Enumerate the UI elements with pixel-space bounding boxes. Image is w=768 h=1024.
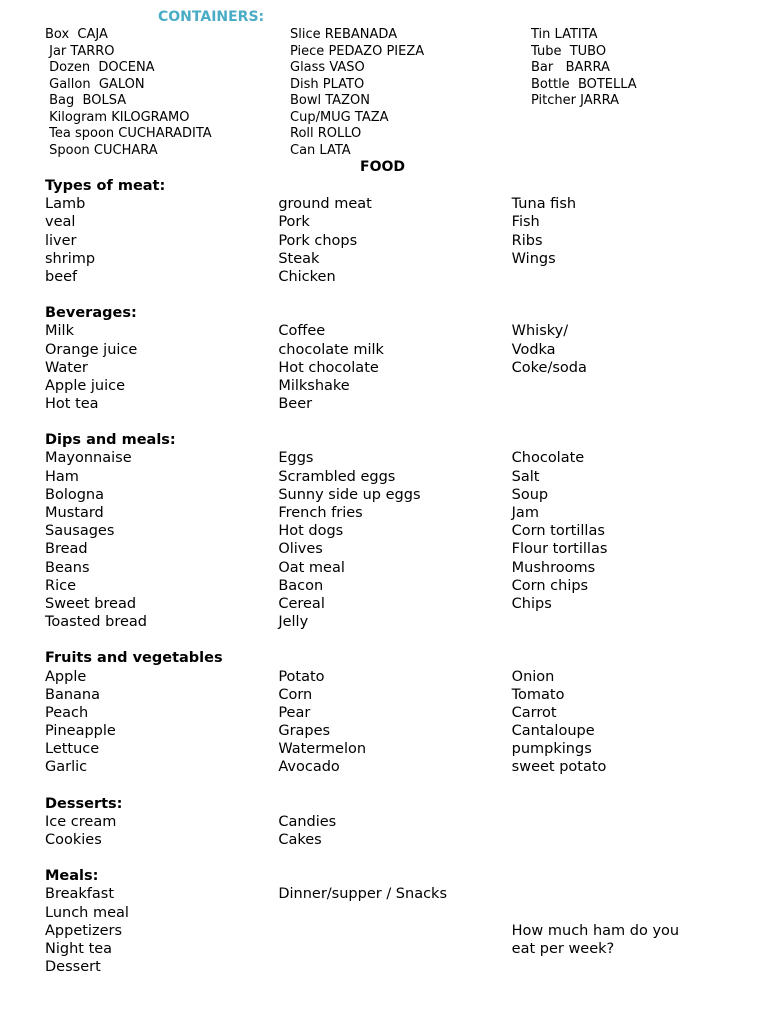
food-item [278,922,511,940]
food-item: Flour tortillas [511,541,608,558]
food-row [45,740,745,758]
container-item: Cup/MUG TAZA [290,109,389,125]
food-section [45,304,745,413]
food-item: Watermelon [278,741,367,758]
food-row [45,595,745,613]
food-item [512,885,745,903]
food-row [45,831,745,849]
food-item: Wings [511,250,556,267]
food-item: Mushrooms [511,559,596,576]
food-row [45,504,745,522]
food-row [45,540,745,558]
food-item: Coke/soda [511,359,587,376]
food-row [45,885,745,903]
food-item [278,904,511,922]
food-item: Cantaloupe [511,723,595,740]
food-item: sweet potato [511,759,607,776]
section-title: Fruits and vegetables [45,650,223,667]
food-item: Toasted bread [45,614,147,631]
food-item: Potato [278,668,325,685]
food-section [45,795,745,850]
section-title: Dips and meals: [45,432,176,449]
food-item: Rice [45,577,76,594]
food-row [45,522,745,540]
food-row [45,958,745,976]
container-item: Bar BARRA [531,60,610,75]
food-item: French fries [278,505,363,521]
food-item [278,940,511,958]
food-item: Corn [278,686,313,703]
food-item: Pineapple [45,723,116,740]
food-row [45,613,745,631]
food-row [45,268,745,286]
section-title: Desserts: [45,795,123,812]
food-item: Beans [45,559,90,576]
food-item: Hot chocolate [278,359,379,376]
containers-title: CONTAINERS: [158,9,265,25]
container-item: Slice REBANADA [290,27,398,42]
containers-column-1 [45,27,212,159]
food-item: shrimp [45,250,96,267]
food-item: Jelly [278,614,309,631]
container-item: Bag BOLSA [45,93,127,108]
food-section [45,867,745,976]
food-row [45,722,745,740]
food-item [512,613,745,631]
food-item: Vodka [511,341,556,358]
food-item: Jam [511,505,539,521]
food-item: chocolate milk [278,341,384,358]
food-item: Lettuce [45,741,100,758]
container-item: Spoon CUCHARA [45,142,158,158]
food-item [512,904,745,922]
food-row [45,486,745,504]
food-row [45,341,745,359]
food-item: Pork [278,214,310,231]
food-item: Tomato [511,686,565,703]
section-title: Types of meat: [45,178,166,194]
food-row [45,577,745,595]
food-sections [45,177,745,994]
food-item: Scrambled eggs [278,468,396,485]
food-row [45,213,745,231]
food-row [45,559,745,577]
food-item: Ice cream [45,813,117,830]
food-item: Candies [278,813,337,830]
food-item: Mustard [45,505,104,521]
food-item: Pear [278,704,311,721]
food-section [45,649,745,776]
container-item: Roll ROLLO [290,126,362,141]
food-item [278,958,511,976]
food-item: Bread [45,541,88,558]
food-item: Bacon [278,577,324,594]
container-item: Gallon GALON [45,76,145,92]
food-item: Ribs [511,232,543,249]
food-item: Whisky/ [511,323,569,340]
food-item: Grapes [278,723,331,740]
container-item: Tube TUBO [531,43,607,59]
food-item: Cereal [278,595,325,612]
food-item: Mayonnaise [45,450,132,467]
section-title: Beverages: [45,305,137,322]
food-item: Fish [511,214,540,231]
food-item: Breakfast [45,886,115,903]
food-item: Corn tortillas [511,523,605,540]
container-item: Bottle BOTELLA [531,76,637,92]
food-item: Lunch meal [45,904,129,921]
food-row [45,813,745,831]
food-item: Dinner/supper / Snacks [278,886,448,903]
food-item: beef [45,268,78,285]
container-item: Glass VASO [290,60,365,75]
food-item: Cookies [45,832,102,848]
food-item: Soup [511,486,549,503]
food-item: Chocolate [511,450,585,467]
food-section [45,177,745,286]
container-item: Can LATA [290,142,351,158]
food-item: Beer [278,396,313,413]
food-item: Chicken [278,268,336,285]
food-item: Salt [511,468,540,485]
food-item: Oat meal [278,559,345,576]
container-item: Dozen DOCENA [45,60,155,75]
containers-column-2 [290,27,424,159]
food-item: Lamb [45,196,86,213]
container-item: Tin LATITA [531,27,598,42]
food-item [512,268,745,286]
food-row [45,395,745,413]
food-item: How much ham do you [511,922,680,939]
food-row [45,449,745,467]
food-item: Apple [45,668,87,685]
food-row [45,922,745,940]
food-item: Steak [278,250,320,267]
food-item: Pork chops [278,232,358,249]
food-item: Garlic [45,759,88,776]
food-item: Apple juice [45,377,126,394]
food-item: Carrot [511,704,557,721]
food-item: Avocado [278,759,340,776]
container-item: Pitcher JARRA [531,93,620,108]
food-item: Appetizers [45,922,123,939]
food-row [45,195,745,213]
food-item [512,395,745,413]
food-item: Ham [45,468,79,485]
food-item: ground meat [278,196,372,213]
food-row [45,322,745,340]
food-row [45,668,745,686]
food-item: veal [45,214,76,231]
food-item: Hot dogs [278,523,344,540]
section-title: Meals: [45,868,99,885]
food-row [45,232,745,250]
food-item: Sunny side up eggs [278,486,421,503]
food-section [45,431,745,631]
food-row [45,758,745,776]
food-item: Milkshake [278,377,350,394]
container-item: Kilogram KILOGRAMO [45,109,190,125]
food-title: FOOD [360,159,405,175]
food-row [45,377,745,395]
food-item: Banana [45,686,100,703]
food-item [512,377,745,395]
food-item: Hot tea [45,396,99,413]
food-item: Milk [45,323,74,340]
food-item: liver [45,232,77,249]
food-row [45,704,745,722]
container-item: Bowl TAZON [290,93,370,108]
food-item: Onion [511,668,555,685]
containers-column-3 [531,27,637,110]
food-item: Cakes [278,832,322,848]
food-row [45,250,745,268]
food-item: Dessert [45,959,101,976]
food-item: Eggs [278,450,314,467]
food-item: Chips [511,595,552,612]
food-item: Sweet bread [45,595,137,612]
food-item: Bologna [45,486,104,503]
container-item: Box CAJA [45,27,108,42]
container-item: Jar TARRO [45,43,115,59]
food-row [45,686,745,704]
container-item: Tea spoon CUCHARADITA [45,126,212,141]
food-item [512,813,745,831]
food-item [512,831,745,849]
food-row [45,904,745,922]
food-item: Water [45,359,88,376]
food-item: Olives [278,541,323,558]
food-row [45,359,745,377]
food-item: Sausages [45,523,115,540]
food-row [45,468,745,486]
food-row [45,940,745,958]
food-item: eat per week? [511,940,615,957]
food-item: Coffee [278,323,326,340]
food-item [512,958,745,976]
food-item: Peach [45,704,89,721]
container-item: Piece PEDAZO PIEZA [290,43,425,59]
container-item: Dish PLATO [290,76,365,92]
food-item: pumpkings [511,741,592,758]
food-item: Tuna fish [511,196,577,213]
food-item: Night tea [45,940,113,957]
food-item: Orange juice [45,341,138,358]
food-item: Corn chips [511,577,589,594]
